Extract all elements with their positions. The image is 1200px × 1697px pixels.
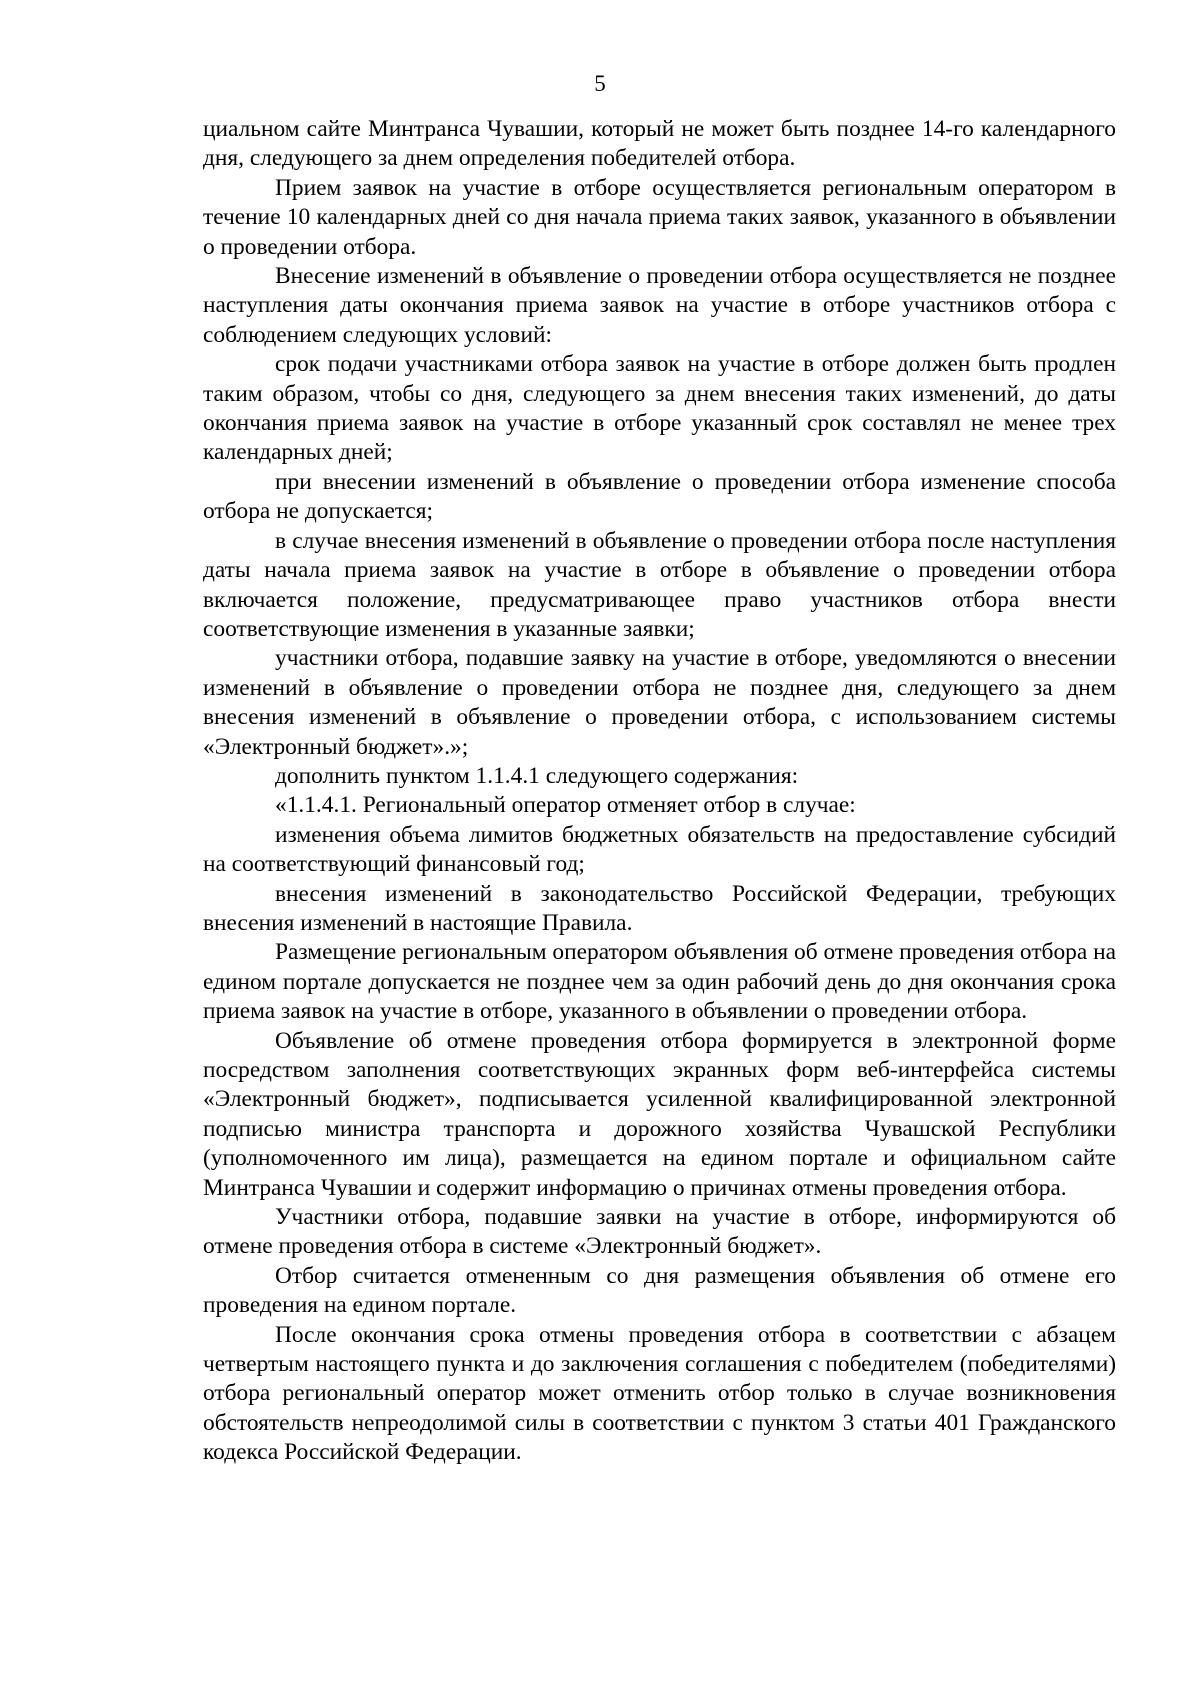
paragraph-2: Прием заявок на участие в отборе осуществляется региональным оператором в течение 10 календарных дней со дня начала приема таких заявок, указанного в объявлении о проведении отбора. <box>203 174 1116 260</box>
paragraph-16: После окончания срока отмены проведения отбора в соответствии с абзацем четвертым настоящего пункта и до заключения соглашения с победителем (победителями) отбора региональный оператор может отменить отбор только в случае возникновения обстоятельств непреодолимой силы в соответствии с пунктом 3 статьи 401 Гражданского кодекса Российской Федерации. <box>203 1321 1116 1466</box>
paragraph-13: Объявление об отмене проведения отбора формируется в электронной форме посредством заполнения соответствующих экранных форм веб-интерфейса системы «Электронный бюджет», подписывается усиленной квалифицированной электронной подписью министра транспорта и дорожного хозяйства Чувашской Республики (уполномоченного им лица), размещается на едином портале и официальном сайте Минтранса Чувашии и содержит информацию о причинах отмены проведения отбора. <box>203 1027 1116 1201</box>
paragraph-8: дополнить пунктом 1.1.4.1 следующего содержания: <box>275 762 799 789</box>
paragraph-14: Участники отбора, подавшие заявки на участие в отборе, информируются об отмене проведения отбора в системе «Электронный бюджет». <box>203 1204 1116 1260</box>
paragraph-10: изменения объема лимитов бюджетных обязательств на предоставление субсидий на соответствующий финансовый год; <box>203 821 1116 878</box>
paragraph-3: Внесение изменений в объявление о проведении отбора осуществляется не позднее наступления даты окончания приема заявок на участие в отборе участников отбора с соблюдением следующих условий: <box>203 263 1116 348</box>
paragraph-11: внесения изменений в законодательство Российской Федерации, требующих внесения изменений в настоящие Правила. <box>203 880 1116 936</box>
paragraph-1: циальном сайте Минтранса Чувашии, который не может быть позднее 14-го календарного дня, следующего за днем определения победителей отбора. <box>203 116 1116 172</box>
paragraph-6: в случае внесения изменений в объявление о проведении отбора после наступления даты начала приема заявок на участие в отборе в объявление о проведении отбора включается положение, предусматривающее право участников отбора внести соответствующие изменения в указанные заявки; <box>203 527 1116 642</box>
document-body <box>203 115 1116 1468</box>
paragraph-12: Размещение региональным оператором объявления об отмене проведения отбора на едином портале допускается не позднее чем за один рабочий день до дня окончания срока приема заявок на участие в отборе, указанного в объявлении о проведении отбора. <box>203 939 1116 1025</box>
paragraph-4: срок подачи участниками отбора заявок на участие в отборе должен быть продлен таким образом, чтобы со дня, следующего за днем внесения таких изменений, до даты окончания приема заявок на участие в отборе указанный срок составлял не менее трех календарных дней; <box>203 351 1116 466</box>
page-number: 5 <box>594 71 606 96</box>
paragraph-7: участники отбора, подавшие заявку на участие в отборе, уведомляются о внесении изменений в объявление о проведении отбора не позднее дня, следующего за днем внесения изменений в объявление о проведении отбора, с использованием системы «Электронный бюджет».»; <box>203 645 1116 760</box>
paragraph-9: «1.1.4.1. Региональный оператор отменяет отбор в случае: <box>275 792 856 819</box>
paragraph-5: при внесении изменений в объявление о проведении отбора изменение способа отбора не допускается; <box>203 468 1116 525</box>
paragraph-15: Отбор считается отмененным со дня размещения объявления об отмене его проведения на едином портале. <box>203 1262 1116 1319</box>
